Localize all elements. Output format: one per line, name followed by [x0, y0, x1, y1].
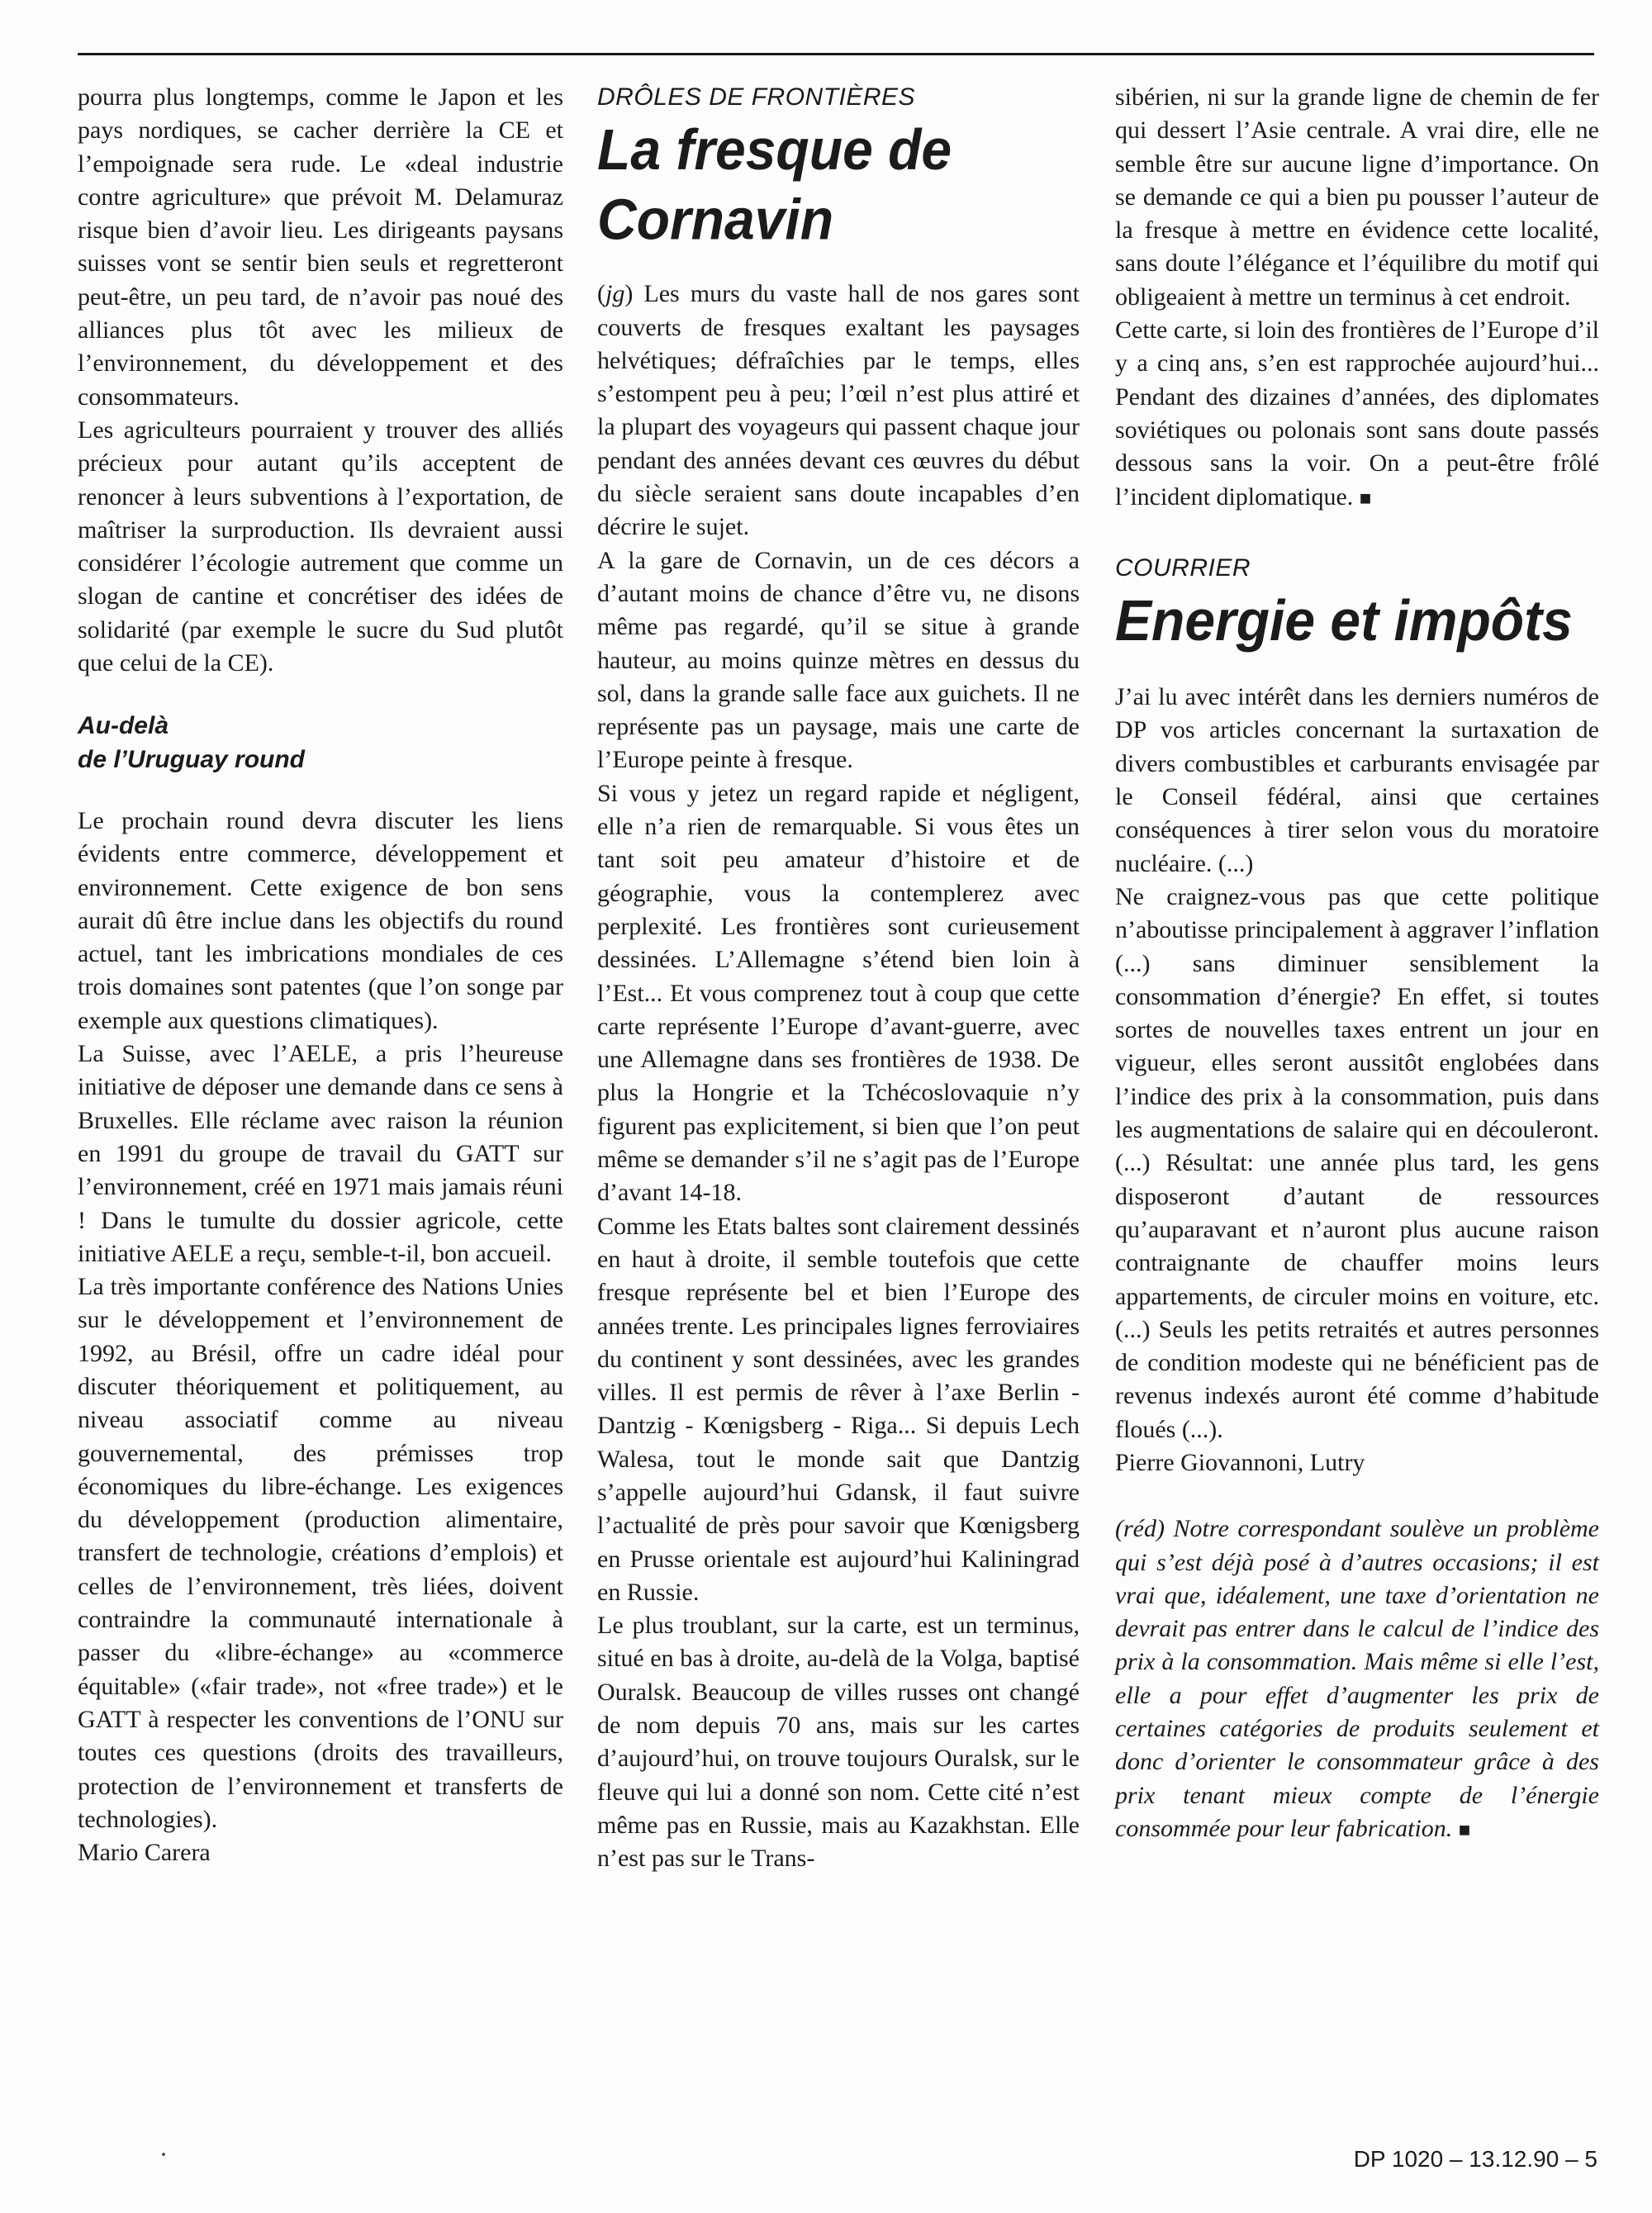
paragraph: A la gare de Cornavin, un de ces décors a d’autant moins de chance d’être vu, ne disons même pas regardé, qu’il se situe à grande hauteur, au moins quinze mètres en dessus du sol, dans la grande salle face aux guichets. Il ne représente pas un paysage, mais une carte de l’Europe peinte à fresque.	[597, 546, 1080, 774]
headline-line-1: La fresque de	[597, 116, 952, 182]
paragraph: Le prochain round devra discuter les liens évidents entre commerce, développement et environnement. Cette exigence de bon sens aurait dû être inclue dans les objectifs du round actuel, tant les imbrications mondiales de ces trois domaines sont patentes (que l’on songe par exemple aux questions climatiques).	[78, 806, 563, 1034]
signature: Pierre Giovannoni, Lutry	[1115, 1448, 1365, 1476]
paragraph: Les agriculteurs pourraient y trouver des alliés précieux pour autant qu’ils acceptent de renoncer à leurs subventions à l’exportation, de maîtriser la surproduction. Ils devraient aussi considérer l’écologie autrement que comme un slogan de cantine et concrétiser des idées de solidarité (par exemple le sucre du Sud plutôt que celui de la CE).	[78, 416, 563, 677]
kicker: COURRIER	[1115, 553, 1251, 582]
kicker: DRÔLES DE FRONTIÈRES	[597, 83, 916, 111]
headline-line-2: Cornavin	[597, 187, 834, 252]
paragraph: sibérien, ni sur la grande ligne de chemin de fer qui dessert l’Asie centrale. A vrai dire, elle ne semble être sur aucune ligne d’importance. On se demande ce qui a bien pu pousser l’auteur de la fresque à mettre en évidence cette localité, sans doute l’élégance et l’équilibre du motif qui obligeaient à mettre un terminus à cet endroit.	[1115, 83, 1599, 311]
column-right	[1115, 81, 1599, 1847]
column-left	[78, 81, 563, 1869]
signature: Mario Carera	[78, 1839, 211, 1867]
paragraph: La Suisse, avec l’AELE, a pris l’heureuse initiative de déposer une demande dans ce sens à Bruxelles. Elle réclame avec raison la réunion en 1991 du groupe de travail du GATT sur l’environnement, créé en 1971 mais jamais réuni ! Dans le tumulte du dossier agricole, cette initiative AELE a reçu, semble-t-il, bon accueil.	[78, 1040, 563, 1267]
paragraph: Ne craignez-vous pas que cette politique n’aboutisse principalement à aggraver l’inflation (...) sans diminuer sensiblement la consommation d’énergie? En effet, si toutes sortes de nouvelles taxes entrent un jour en vigueur, elles seront aussitôt englobées dans l’indice des prix à la consommation, puis dans les augmentations de salaire qui en découleront. (...) Résultat: une année plus tard, les gens disposeront d’autant de ressources qu’auparavant et n’auront plus aucune raison contraignante de chauffer moins leurs appartements, de circuler moins en voiture, etc. (...) Seuls les petits retraités et autres personnes de condition modeste qui ne bénéficient pas de revenus indexés auront été comme d’habitude floués (...).	[1115, 882, 1599, 1443]
headline	[597, 114, 1080, 254]
editor-reply	[1115, 1513, 1599, 1847]
paragraph-text: Les murs du vaste hall de nos gares sont couverts de fresques exaltant les paysages helvétiques; défraîchies par le temps, elles s’estompent peu à peu; l’œil n’est plus attiré et la plupart des voyageurs qui passent chaque jour pendant des années devant ces œuvres du début du siècle seraient sans doute incapables d’en décrire le sujet.	[597, 280, 1080, 541]
subhead-line-1: Au-delà	[78, 712, 169, 740]
paragraph: La très importante conférence des Nations Unies sur le développement et l’environnement de 1992, au Brésil, offre un cadre idéal pour discuter théoriquement et politiquement, au niveau associatif comme au niveau gouvernemental, des prémisses trop économiques du libre-échange. Les exigences du développement (production alimentaire, transfert de technologie, créations d’emplois) et celles de l’environnement, très liées, doivent contraindre la communauté internationale à passer du «libre-échange» au «commerce équitable» («fair trade», not «free trade») et le GATT à respecter les conventions de l’ONU sur toutes ces questions (droits des travailleurs, protection de l’environnement et transferts de technologies).	[78, 1273, 563, 1833]
reply-tag: réd	[1123, 1515, 1156, 1543]
headline: Energie et impôts	[1115, 587, 1573, 653]
paragraph-text: Notre correspondant soulève un problème qui s’est déjà posé à d’autres occasions; il est vrai que, idéalement, une taxe d’orientation ne devrait pas entrer dans le calcul de l’indice des prix à la consommation. Mais même si elle l’est, elle a pour effet d’augmenter les prix de certaines catégories de produits seulement et donc d’orienter le consommateur grâce à des prix tenant mieux compte de l’énergie consommée pour leur fabrication.	[1115, 1515, 1599, 1842]
subhead-line-2: de l’Uruguay round	[78, 745, 306, 773]
end-mark: ■	[1359, 487, 1372, 510]
paragraph: J’ai lu avec intérêt dans les derniers numéros de DP vos articles concernant la surtaxation de divers combustibles et carburants envisagée par le Conseil fédéral, ainsi que certaines conséquences à tirer selon vous du moratoire nucléaire. (...)	[1115, 683, 1599, 877]
paragraph	[1115, 314, 1599, 515]
top-rule	[78, 53, 1594, 55]
paragraph: Si vous y jetez un regard rapide et négligent, elle n’a rien de remarquable. Si vous êtes un tant soit peu amateur d’histoire et de géographie, vous la contemplerez avec perplexité. Les frontières sont curieusement dessinées. L’Allemagne s’étend bien loin à l’Est... Et vous comprenez tout à coup que cette carte représente l’Europe d’avant-guerre, avec une Allemagne dans ses frontières de 1938. De plus la Hongrie et la Tchécoslovaquie n’y figurent pas explicitement, si bien que l’on peut même se demander s’il ne s’agit pas de l’Europe d’avant 14-18.	[597, 779, 1080, 1207]
paragraph-text: Cette carte, si loin des frontières de l’Europe d’il y a cinq ans, s’en est rapprochée aujourd’hui... Pendant des dizaines d’années, des diplomates soviétiques ou polonais sont sans doute passés dessous sans la voir. On a peut-être frôlé l’incident diplomatique.	[1115, 316, 1599, 511]
column-middle	[597, 81, 1080, 1876]
end-mark: ■	[1458, 1819, 1471, 1841]
subhead	[78, 710, 563, 776]
paragraph: Le plus troublant, sur la carte, est un terminus, situé en bas à droite, au-delà de la Volga, baptisé Ouralsk. Beaucoup de villes russes ont changé de nom depuis 70 ans, mais sur les cartes d’aujourd’hui, on trouve toujours Ouralsk, sur le fleuve qui lui a donné son nom. Cette cité n’est même pas en Russie, mais au Kazakhstan. Elle n’est pas sur le Trans-	[597, 1612, 1080, 1873]
byline: jg	[605, 280, 625, 308]
paragraph: Comme les Etats baltes sont clairement dessinés en haut à droite, il semble toutefois que cette fresque représente bel et bien l’Europe des années trente. Les principales lignes ferroviaires du continent y sont dessinées, avec les grandes villes. Il est permis de rêver à l’axe Berlin - Dantzig - Kœnigsberg - Riga... Si depuis Lech Walesa, tout le monde sait que Dantzig s’appelle aujourd’hui Gdansk, il faut suivre l’actualité de près pour savoir que Kœnigsberg en Prusse orientale est aujourd’hui Kaliningrad en Russie.	[597, 1212, 1080, 1606]
paragraph: (jg) Les murs du vaste hall de nos gares sont couverts de fresques exaltant les paysages helvétiques; défraîchies par le temps, elles s’estompent peu à peu; l’œil n’est plus attiré et la plupart des voyageurs qui passent chaque jour pendant des années devant ces œuvres du début du siècle seraient sans doute incapables d’en décrire le sujet.	[597, 280, 1080, 541]
paragraph: pourra plus longtemps, comme le Japon et les pays nordiques, se cacher derrière la CE et l’empoignade sera rude. Le «deal industrie contre agriculture» que prévoit M. Delamuraz risque bien d’avoir lieu. Les dirigeants paysans suisses vont se sentir bien seuls et regretteront peut-être, un peu tard, de n’avoir pas noué des alliances plus tôt avec les milieux de l’environnement, du développement et des consommateurs.	[78, 83, 563, 411]
page-folio: DP 1020 – 13.12.90 – 5	[1353, 2146, 1597, 2172]
paragraph: (réd) Notre correspondant soulève un problème qui s’est déjà posé à d’autres occasions; il est vrai que, idéalement, une taxe d’orientation ne devrait pas entrer dans le calcul de l’indice des prix à la consommation. Mais même si elle l’est, elle a pour effet d’augmenter les prix de certaines catégories de produits seulement et donc d’orienter le consommateur grâce à des prix tenant mieux compte de l’énergie consommée pour leur fabrication. ■	[1115, 1515, 1599, 1842]
print-speck	[162, 2153, 165, 2156]
